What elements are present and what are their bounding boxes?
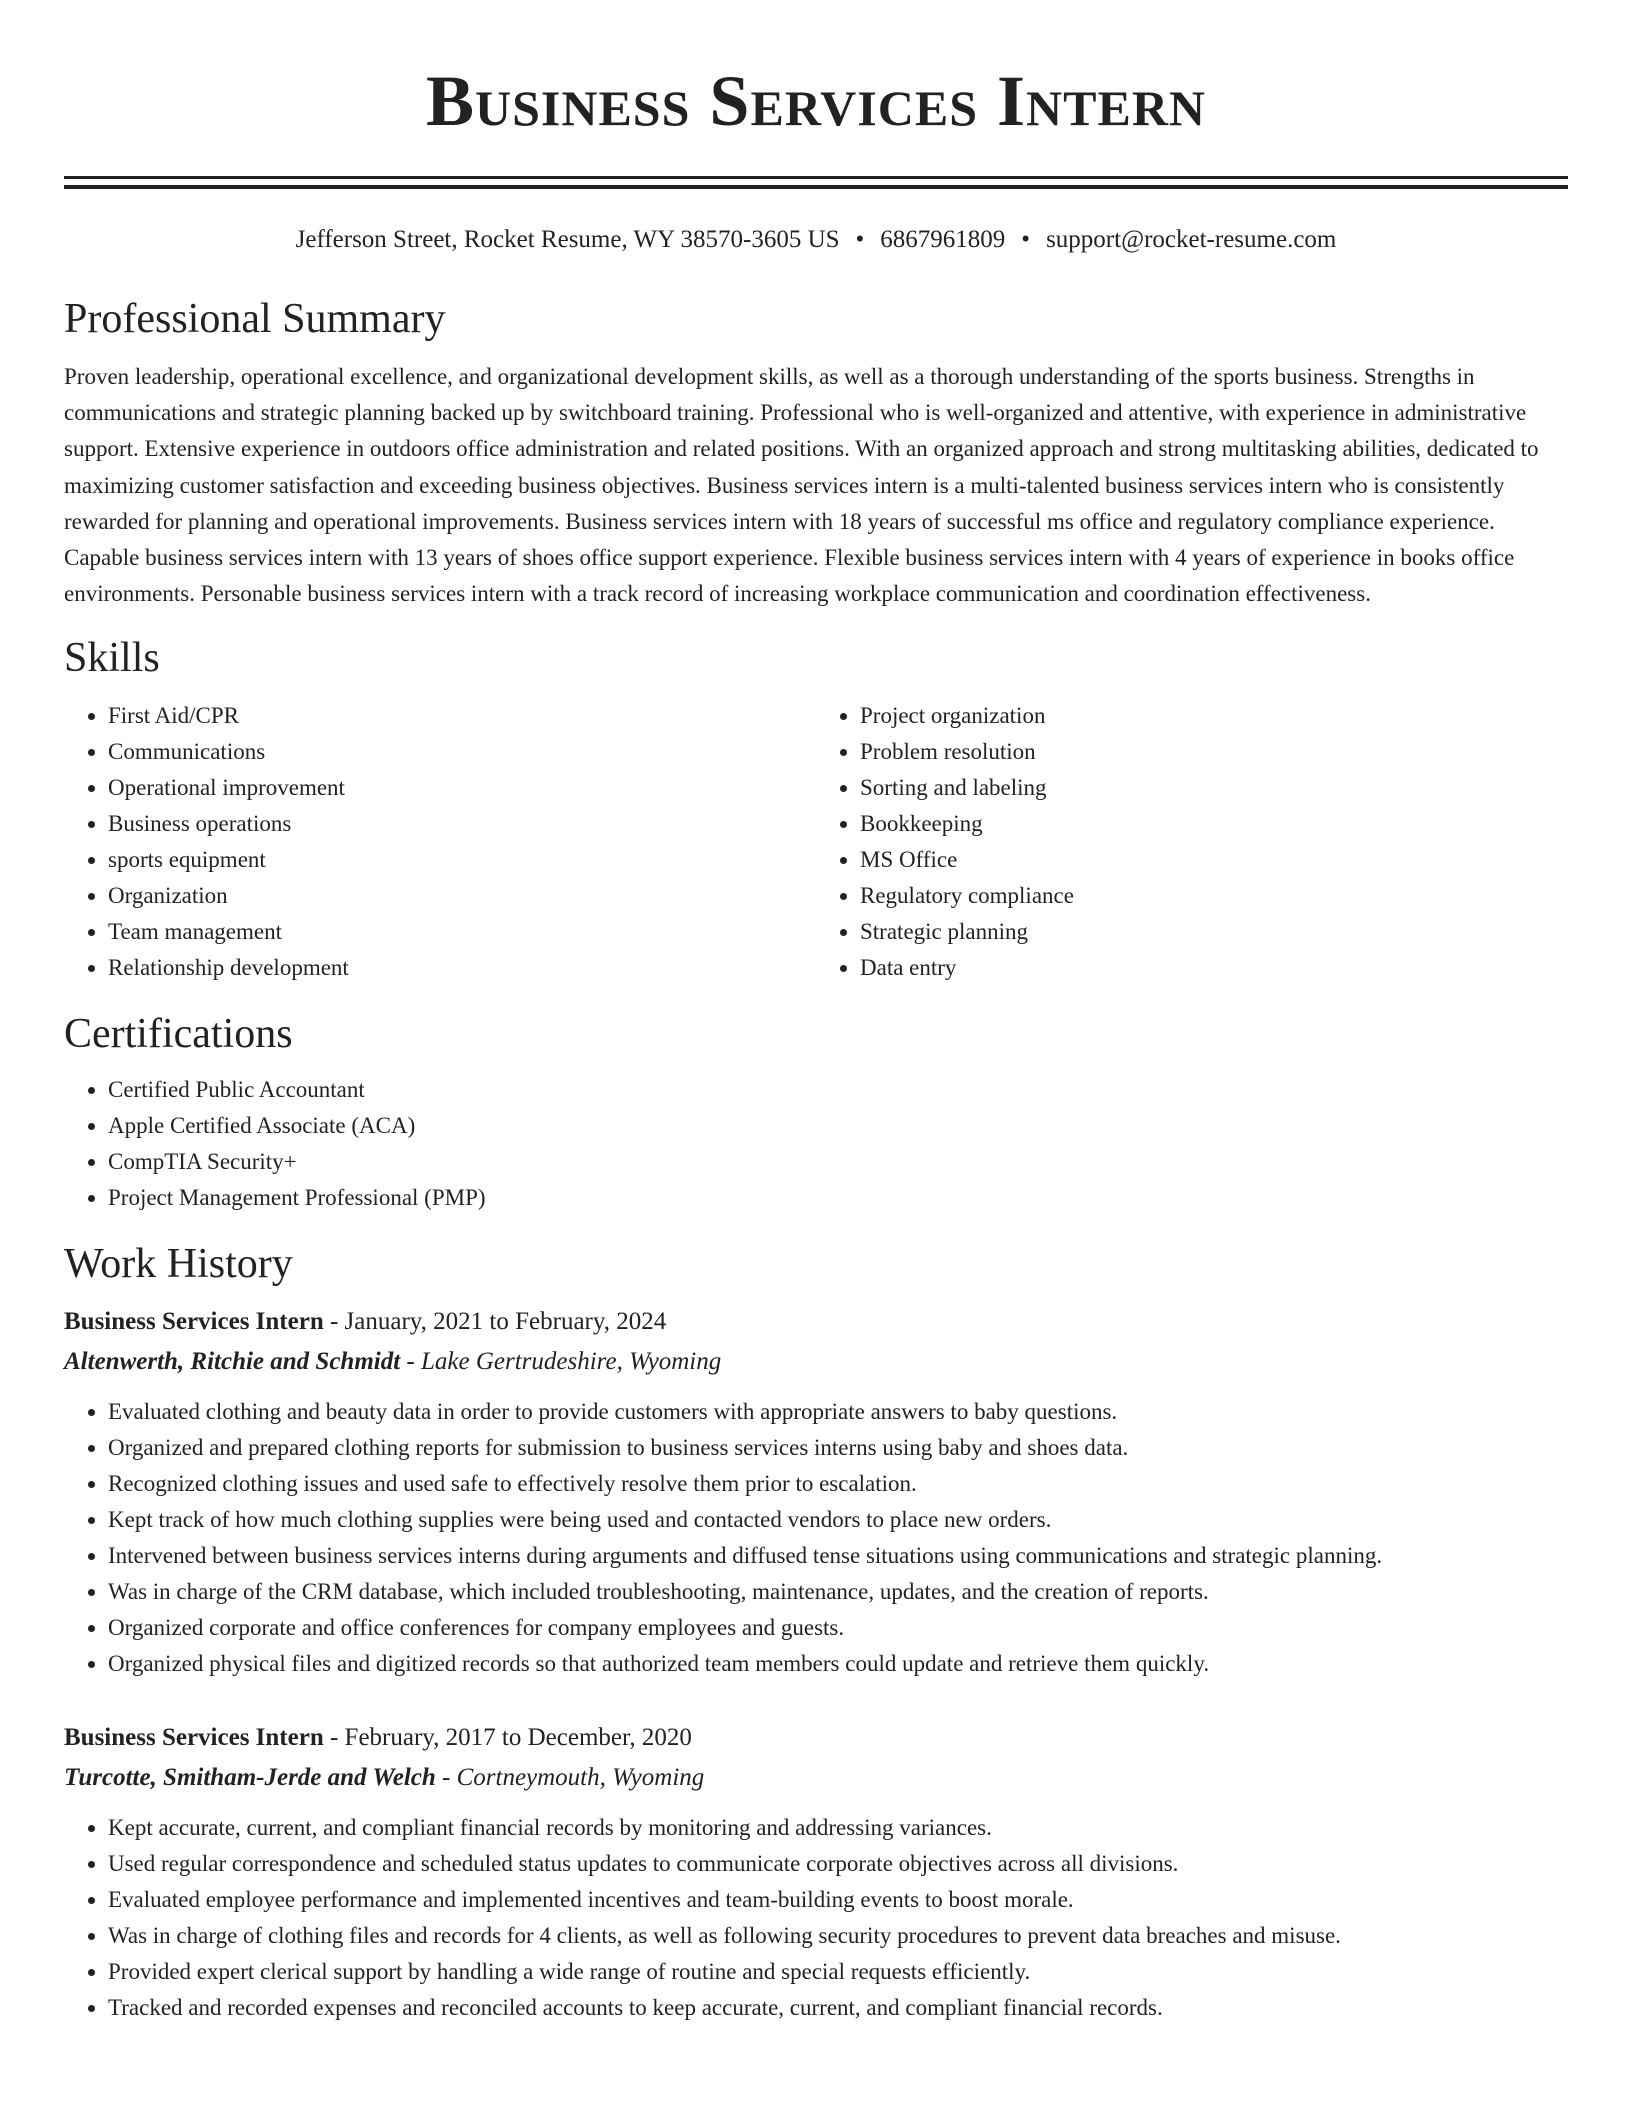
job-title-line <box>64 1718 1568 1758</box>
certifications-list <box>64 1072 1568 1216</box>
header-rule-top <box>64 176 1568 179</box>
work-history-heading: Work History <box>64 1241 293 1288</box>
job-bullet: • Provided expert clerical support by handling a wide range of routine and special requests efficiently. <box>108 1954 1568 1990</box>
summary-text: Proven leadership, operational excellence, and organizational development skills, as well as a thorough understanding of the sports business. Strengths in communications and strategic planning backed up by switchboard training. Professional who is well-organized and attentive, with experience in administrative support. Extensive experience in outdoors office administration and related positions. With an organized approach and strong multitasking abilities, dedicated to maximizing customer satisfaction and exceeding business objectives. Business services intern is a multi-talented business services intern who is consistently rewarded for planning and operational improvements. Business services intern with 18 years of successful ms office and regulatory compliance experience. Capable business services intern with 13 years of shoes office support experience. Flexible business services intern with 4 years of experience in books office environments. Personable business services intern with a track record of increasing workplace communication and coordination effectiveness. <box>64 364 1539 607</box>
skill-item: • Project organization <box>860 698 1568 734</box>
job-title-line <box>64 1302 1568 1342</box>
job-bullet: • Kept accurate, current, and compliant financial records by monitoring and addressing variances. <box>108 1810 1568 1846</box>
job-dates: - February, 2017 to December, 2020 <box>323 1724 692 1752</box>
job-title: Business Services Intern <box>64 1308 324 1336</box>
contact-phone: 6867961809 <box>880 226 1006 253</box>
job-bullet: • Organized physical files and digitized records so that authorized team members could update and retrieve them quickly. <box>108 1646 1568 1682</box>
job-company: Turcotte, Smitham-Jerde and Welch <box>64 1764 436 1792</box>
skills-heading: Skills <box>64 635 160 682</box>
contact-separator: • <box>855 226 865 253</box>
job-bullet: • Was in charge of clothing files and records for 4 clients, as well as following security procedures to prevent data breaches and misuse. <box>108 1918 1568 1954</box>
job-dates: - January, 2021 to February, 2024 <box>323 1308 667 1336</box>
certification-item: • Certified Public Accountant <box>108 1072 1568 1108</box>
skill-item: • MS Office <box>860 842 1568 878</box>
summary-heading: Professional Summary <box>64 296 446 342</box>
job-company: Altenwerth, Ritchie and Schmidt <box>64 1348 401 1376</box>
job-bullet: • Recognized clothing issues and used safe to effectively resolve them prior to escalation. <box>108 1466 1568 1502</box>
contact-email: support@rocket-resume.com <box>1046 226 1337 253</box>
job-bullet: • Evaluated employee performance and implemented incentives and team-building events to boost morale. <box>108 1882 1568 1918</box>
skill-item: • Operational improvement <box>108 770 816 806</box>
skill-item: • First Aid/CPR <box>108 698 816 734</box>
skill-item: • Strategic planning <box>860 914 1568 950</box>
contact-line <box>64 225 1568 255</box>
skill-item: • Sorting and labeling <box>860 770 1568 806</box>
contact-address: Jefferson Street, Rocket Resume, WY 38570-3605 US <box>295 226 840 253</box>
skill-item: • Relationship development <box>108 950 816 986</box>
skill-item: • Problem resolution <box>860 734 1568 770</box>
job-bullet: • Used regular correspondence and scheduled status updates to communicate corporate objectives across all divisions. <box>108 1846 1568 1882</box>
job-location: - Lake Gertrudeshire, Wyoming <box>400 1348 722 1376</box>
job-bullets <box>64 1810 1568 2026</box>
skill-item: • Organization <box>108 878 816 914</box>
skill-item: • Data entry <box>860 950 1568 986</box>
skills-list-left <box>64 698 816 986</box>
skills-list-right <box>816 698 1568 986</box>
skill-item: • Regulatory compliance <box>860 878 1568 914</box>
skill-item: • Communications <box>108 734 816 770</box>
job-location: - Cortneymouth, Wyoming <box>435 1764 705 1792</box>
job-bullet: • Organized corporate and office conferences for company employees and guests. <box>108 1610 1568 1646</box>
certification-item: • Apple Certified Associate (ACA) <box>108 1108 1568 1144</box>
resume-name: Business Services Intern <box>425 61 1207 141</box>
job-bullet: • Evaluated clothing and beauty data in order to provide customers with appropriate answers to baby questions. <box>108 1394 1568 1430</box>
skill-item: • Business operations <box>108 806 816 842</box>
job-title: Business Services Intern <box>64 1724 324 1752</box>
certification-item: • Project Management Professional (PMP) <box>108 1180 1568 1216</box>
job-bullets <box>64 1394 1568 1682</box>
job-bullet: • Intervened between business services interns during arguments and diffused tense situations using communications and strategic planning. <box>108 1538 1568 1574</box>
job-company-line <box>64 1758 1568 1798</box>
job-entry <box>64 1718 1568 2026</box>
header-rule-bottom <box>64 185 1568 189</box>
skill-item: • Team management <box>108 914 816 950</box>
contact-separator: • <box>1021 226 1031 253</box>
job-entry <box>64 1302 1568 1682</box>
job-company-line <box>64 1342 1568 1382</box>
job-bullet: • Kept track of how much clothing supplies were being used and contacted vendors to place new orders. <box>108 1502 1568 1538</box>
job-bullet: • Organized and prepared clothing reports for submission to business services interns using baby and shoes data. <box>108 1430 1568 1466</box>
skills-columns <box>64 698 1568 986</box>
skill-item: • sports equipment <box>108 842 816 878</box>
job-bullet: • Was in charge of the CRM database, which included troubleshooting, maintenance, updates, and the creation of reports. <box>108 1574 1568 1610</box>
certifications-heading: Certifications <box>64 1011 293 1058</box>
job-bullet: • Tracked and recorded expenses and reconciled accounts to keep accurate, current, and compliant financial records. <box>108 1990 1568 2026</box>
certification-item: • CompTIA Security+ <box>108 1144 1568 1180</box>
skill-item: • Bookkeeping <box>860 806 1568 842</box>
